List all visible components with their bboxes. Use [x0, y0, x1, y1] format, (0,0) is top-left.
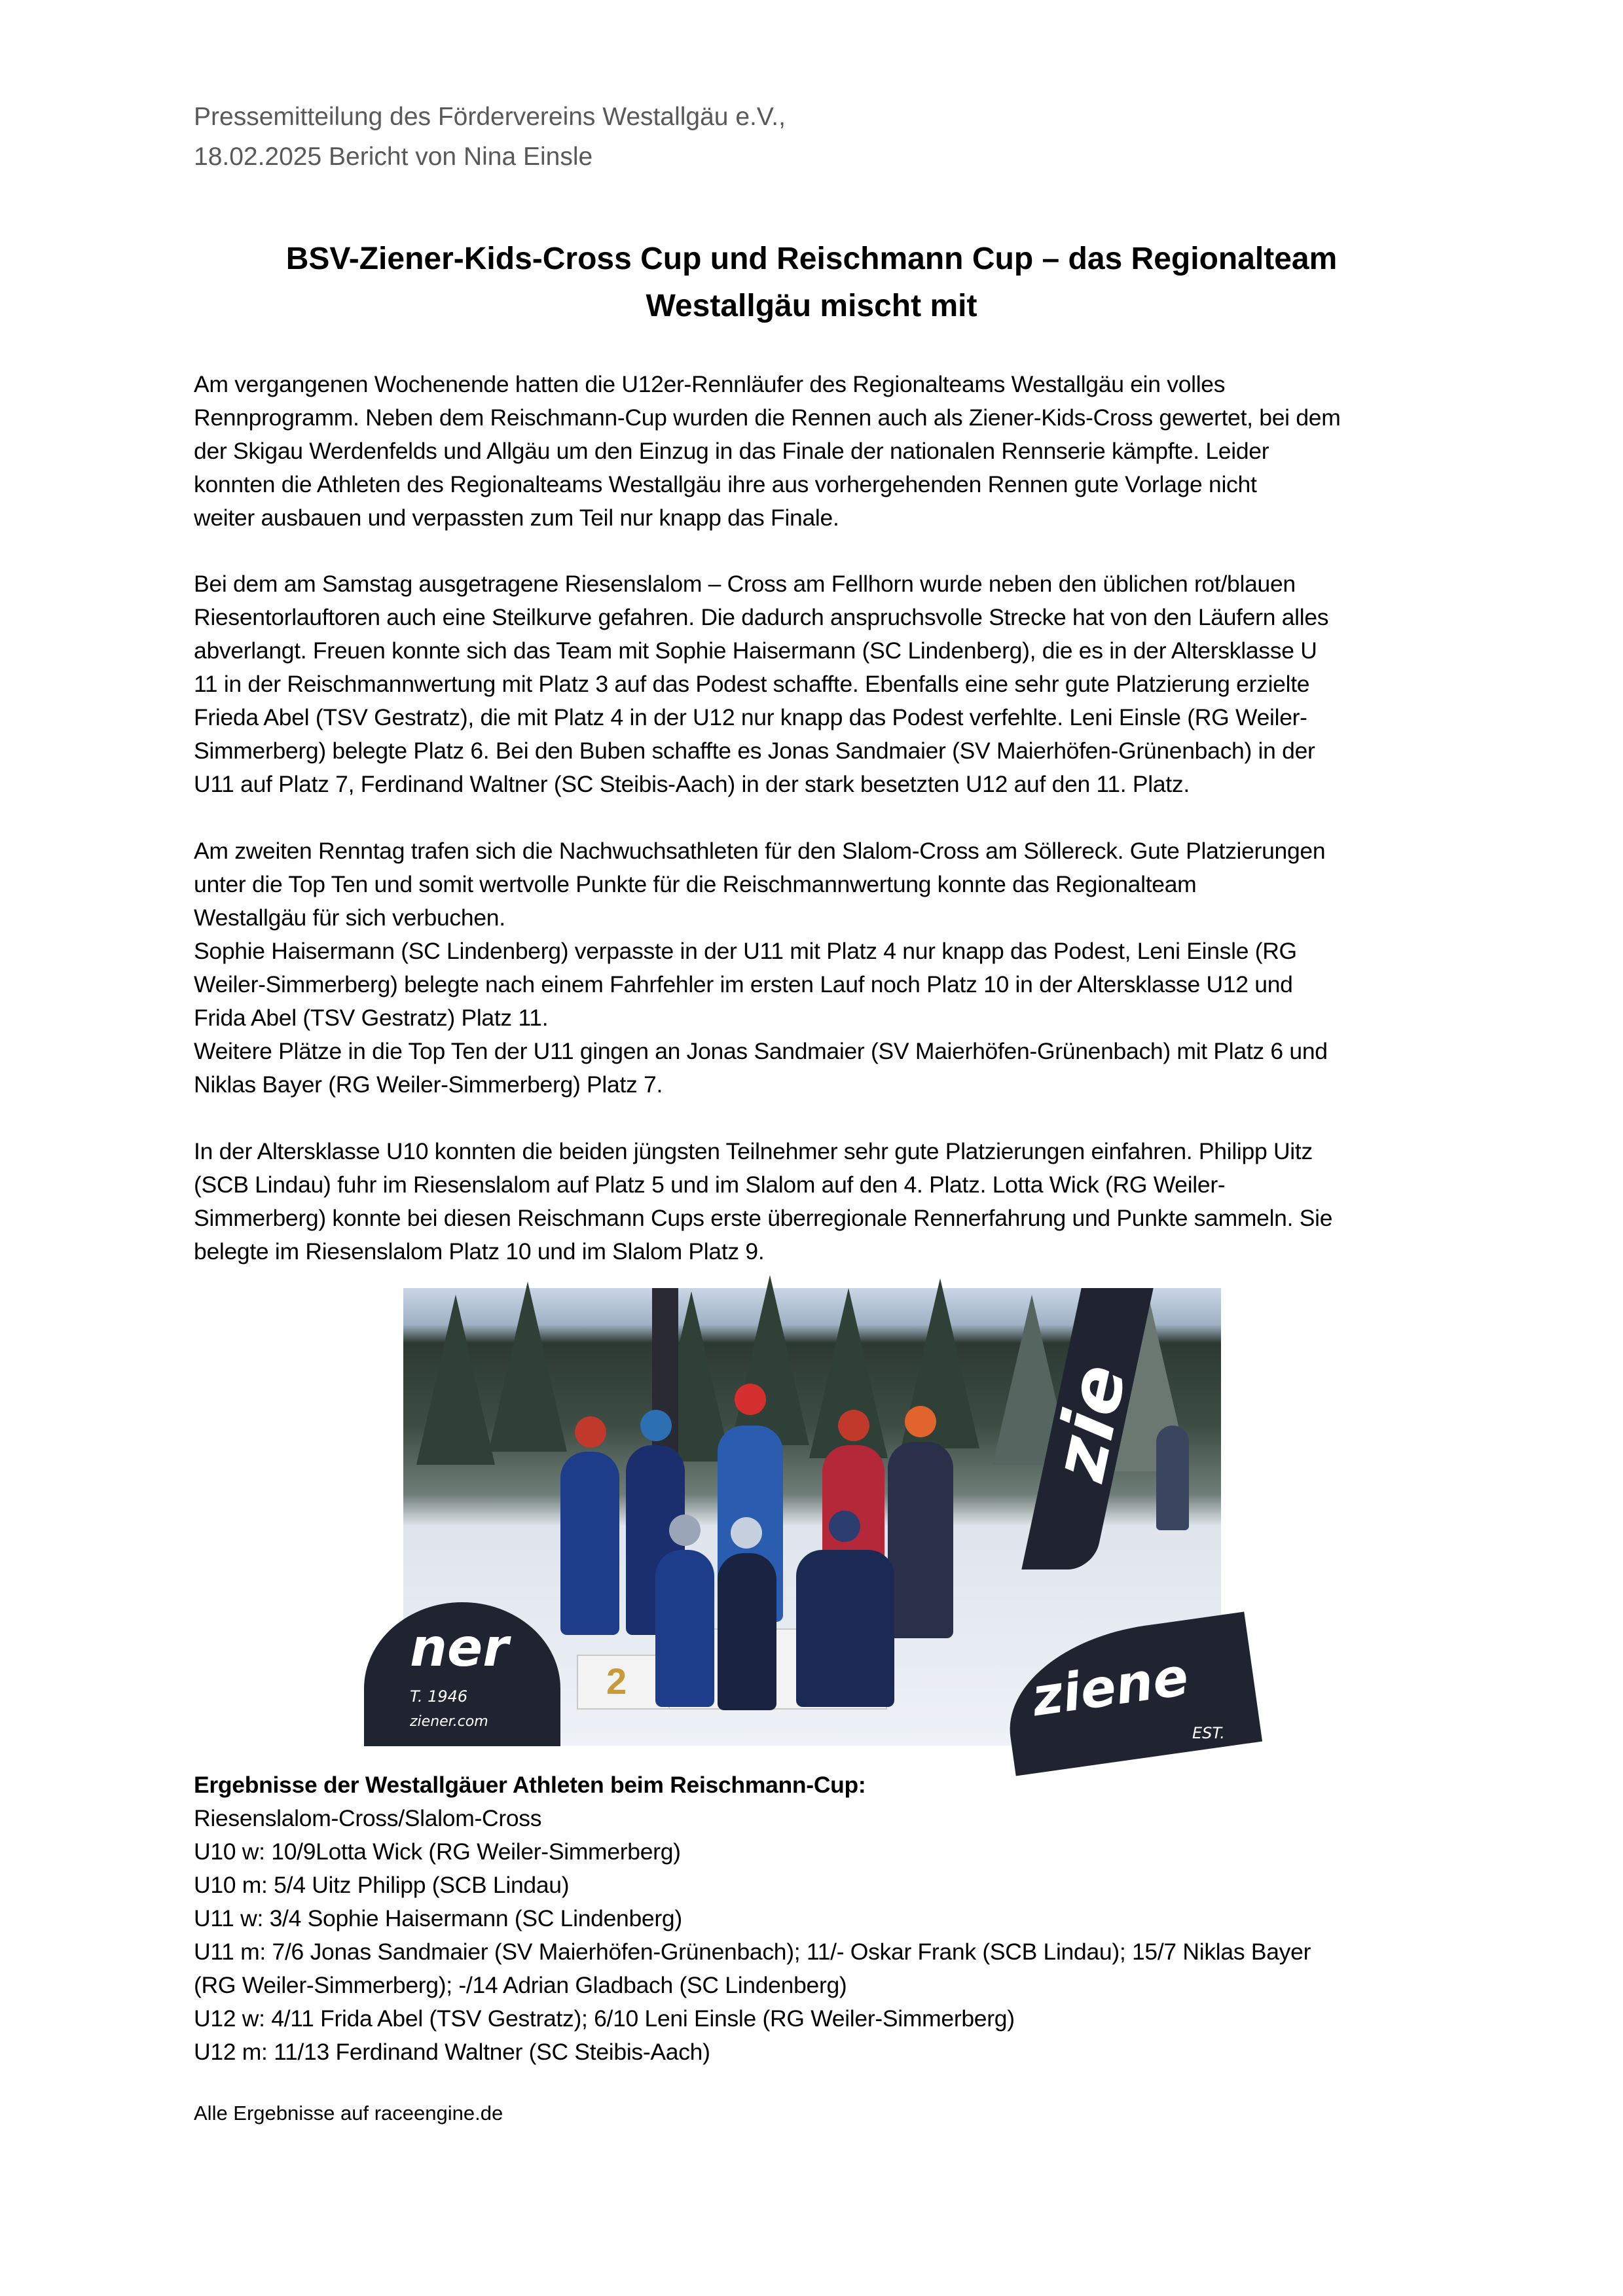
paragraph-line: Niklas Bayer (RG Weiler-Simmerberg) Platz 7.	[194, 1071, 663, 1098]
result-line: U10 m: 5/4 Uitz Philipp (SCB Lindau)	[194, 1872, 570, 1898]
paragraph-line: Frida Abel (TSV Gestratz) Platz 11.	[194, 1005, 549, 1031]
title-line: Westallgäu mischt mit	[646, 289, 977, 323]
banner-right-sub: EST.	[1192, 1724, 1225, 1742]
results-heading: Ergebnisse der Westallgäuer Athleten beim Reischmann-Cup:	[194, 1772, 866, 1798]
flag-text: zie	[1036, 1357, 1143, 1488]
results-list	[194, 1802, 1311, 2069]
tree	[416, 1295, 495, 1465]
paragraph-line: unter die Top Ten und somit wertvolle Punkte für die Reischmannwertung konnte das Regionalteam	[194, 871, 1197, 897]
footer-note: Alle Ergebnisse auf raceengine.de	[194, 2102, 503, 2125]
paragraph-line: der Skigau Werdenfelds und Allgäu um den Einzug in das Finale der nationalen Rennserie kämpfte. Leider	[194, 438, 1269, 464]
paragraph	[194, 368, 1340, 535]
paragraph-line: konnten die Athleten des Regionalteams Westallgäu ihre aus vorhergehenden Rennen gute Vorlage nicht	[194, 471, 1257, 497]
paragraph-line: abverlangt. Freuen konnte sich das Team mit Sophie Haisermann (SC Lindenberg), die es in der Altersklasse U	[194, 637, 1317, 664]
banner-right-text: ziene	[1028, 1645, 1192, 1729]
athlete	[718, 1553, 776, 1710]
header-line: 18.02.2025 Bericht von Nina Einsle	[194, 143, 593, 171]
paragraph-line: Sophie Haisermann (SC Lindenberg) verpasste in der U11 mit Platz 4 nur knapp das Podest, Leni Einsle (RG	[194, 938, 1297, 964]
press-header	[194, 97, 786, 177]
athlete	[560, 1452, 619, 1635]
banner-left-url: ziener.com	[410, 1713, 488, 1730]
podium-number: 2	[606, 1660, 627, 1702]
helmet	[640, 1410, 672, 1441]
paragraph-line: Simmerberg) konnte bei diesen Reischmann Cups erste überregionale Rennerfahrung und Punkte sammeln. Sie	[194, 1205, 1333, 1231]
paragraph	[194, 567, 1328, 801]
paragraph-line: Am vergangenen Wochenende hatten die U12er-Rennläufer des Regionalteams Westallgäu ein volles	[194, 371, 1226, 397]
tree	[488, 1282, 567, 1452]
result-line: Riesenslalom-Cross/Slalom-Cross	[194, 1805, 542, 1831]
paragraph-line: Frieda Abel (TSV Gestratz), die mit Platz 4 in der U12 nur knapp das Podest verfehlte. Leni Einsle (RG Weiler-	[194, 704, 1307, 730]
coach	[796, 1550, 894, 1707]
paragraph-line: Simmerberg) belegte Platz 6. Bei den Buben schaffte es Jonas Sandmaier (SV Maierhöfen-Grünenbach) in der	[194, 738, 1315, 764]
result-line: U12 w: 4/11 Frida Abel (TSV Gestratz); 6/10 Leni Einsle (RG Weiler-Simmerberg)	[194, 2005, 1015, 2032]
result-line: U10 w: 10/9Lotta Wick (RG Weiler-Simmerberg)	[194, 1839, 681, 1865]
helmet	[575, 1416, 606, 1448]
paragraph-line: Weitere Plätze in die Top Ten der U11 gingen an Jonas Sandmaier (SV Maierhöfen-Grünenbach) mit Platz 6 und	[194, 1038, 1328, 1064]
paragraph	[194, 1135, 1332, 1268]
paragraph-line: 11 in der Reischmannwertung mit Platz 3 auf das Podest schaffte. Ebenfalls eine sehr gute Platzierung erzielte	[194, 671, 1310, 697]
title-line: BSV-Ziener-Kids-Cross Cup und Reischmann Cup – das Regionalteam	[285, 242, 1338, 276]
skier	[1156, 1426, 1189, 1530]
paragraph-line: Rennprogramm. Neben dem Reischmann-Cup wurden die Rennen auch als Ziener-Kids-Cross gewertet, bei dem	[194, 404, 1341, 431]
paragraph-line: weiter ausbauen und verpassten zum Teil nur knapp das Finale.	[194, 505, 839, 531]
paragraph	[194, 834, 1328, 1102]
results-section	[194, 1768, 1311, 2069]
header-line: Pressemitteilung des Fördervereins Westallgäu e.V.,	[194, 103, 786, 131]
paragraph-line: Bei dem am Samstag ausgetragene Riesenslalom – Cross am Fellhorn wurde neben den üblichen rot/blauen	[194, 571, 1296, 597]
paragraph-line: belegte im Riesenslalom Platz 10 und im Slalom Platz 9.	[194, 1238, 765, 1265]
athlete	[655, 1550, 714, 1707]
result-line: (RG Weiler-Simmerberg); -/14 Adrian Gladbach (SC Lindenberg)	[194, 1972, 847, 1998]
banner-left-sub: T. 1946	[410, 1687, 468, 1706]
helmet	[905, 1406, 936, 1437]
paragraph-line: U11 auf Platz 7, Ferdinand Waltner (SC Steibis-Aach) in der stark besetzten U12 auf den 11. Platz.	[194, 771, 1190, 797]
page-title	[0, 236, 1623, 330]
paragraph-line: (SCB Lindau) fuhr im Riesenslalom auf Platz 5 und im Slalom auf den 4. Platz. Lotta Wick (RG Weiler-	[194, 1172, 1226, 1198]
helmet	[829, 1511, 860, 1542]
paragraph-line: Weiler-Simmerberg) belegte nach einem Fahrfehler im ersten Lauf noch Platz 10 in der Altersklasse U12 und	[194, 971, 1293, 997]
team-photo	[403, 1288, 1225, 1746]
athlete	[888, 1442, 953, 1638]
banner-left-text: ner	[410, 1617, 509, 1678]
paragraph-line: Riesentorlauftoren auch eine Steilkurve gefahren. Die dadurch anspruchsvolle Strecke hat von den Läufern alles	[194, 604, 1329, 630]
helmet	[838, 1410, 869, 1441]
helmet	[735, 1384, 766, 1415]
paragraph-line: Am zweiten Renntag trafen sich die Nachwuchsathleten für den Slalom-Cross am Söllereck. Gute Platzierungen	[194, 838, 1326, 864]
result-line: U11 m: 7/6 Jonas Sandmaier (SV Maierhöfen-Grünenbach); 11/- Oskar Frank (SCB Lindau); 15/7 Niklas Bayer	[194, 1939, 1311, 1965]
tree	[731, 1275, 809, 1445]
helmet	[731, 1517, 762, 1549]
helmet	[669, 1515, 701, 1546]
paragraph-line: In der Altersklasse U10 konnten die beiden jüngsten Teilnehmer sehr gute Platzierungen einfahren. Philipp Uitz	[194, 1138, 1313, 1164]
result-line: U11 w: 3/4 Sophie Haisermann (SC Lindenberg)	[194, 1905, 682, 1931]
paragraph-line: Westallgäu für sich verbuchen.	[194, 905, 505, 931]
result-line: U12 m: 11/13 Ferdinand Waltner (SC Steibis-Aach)	[194, 2039, 710, 2065]
